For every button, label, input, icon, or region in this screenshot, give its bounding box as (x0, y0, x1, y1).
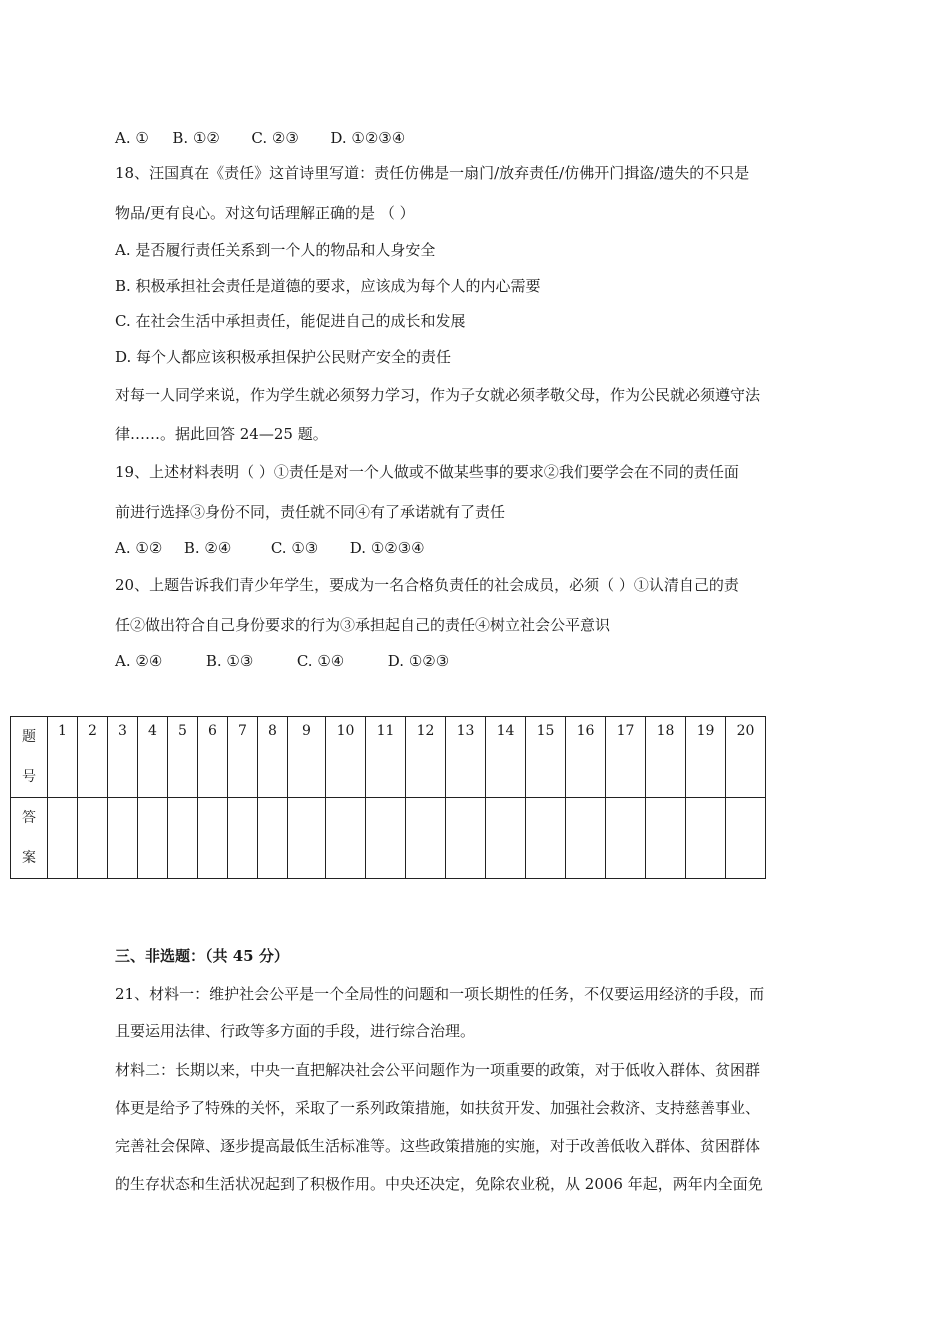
q19-option-a: A. ①② (115, 539, 163, 557)
q20-option-b: B. ①③ (205, 652, 254, 670)
q18-stem-line2: 物品/更有良心。对这句话理解正确的是 （ ） (115, 204, 415, 222)
question-number-cell: 16 (566, 717, 606, 798)
answer-cell[interactable] (406, 798, 446, 879)
q20-stem-line2: 任②做出符合自己身份要求的行为③承担起自己的责任④树立社会公平意识 (115, 616, 611, 634)
question-number-cell: 2 (78, 717, 108, 798)
question-number-cell: 13 (446, 717, 486, 798)
question-number-cell: 19 (686, 717, 726, 798)
q20-options (115, 651, 449, 671)
answer-cell[interactable] (198, 798, 228, 879)
q20-option-a: A. ②④ (115, 652, 163, 670)
question-number-cell: 6 (198, 717, 228, 798)
q19-stem-line1: 19、上述材料表明（ ）①责任是对一个人做或不做某些事的要求②我们要学会在不同的责任面 (115, 463, 739, 481)
question-number-cell: 1 (48, 717, 78, 798)
question-number-cell: 17 (606, 717, 646, 798)
answer-cell[interactable] (168, 798, 198, 879)
answer-cell[interactable] (486, 798, 526, 879)
question-number-cell: 3 (108, 717, 138, 798)
q21-material2-line1: 材料二：长期以来，中央一直把解决社会公平问题作为一项重要的政策，对于低收入群体、贫困群 (115, 1061, 761, 1079)
q18-option-d: D. 每个人都应该积极承担保护公民财产安全的责任 (115, 348, 452, 366)
q21-material2-line3: 完善社会保障、逐步提高最低生活标准等。这些政策措施的实施，对于改善低收入群体、贫困群体 (115, 1137, 761, 1155)
q21-material1-line1: 21、材料一：维护社会公平是一个全局性的问题和一项长期性的任务，不仅要运用经济的手段，而 (115, 985, 765, 1003)
answer-cell[interactable] (526, 798, 566, 879)
question-number-cell: 8 (258, 717, 288, 798)
q21-material2-line2: 体更是给予了特殊的关怀，采取了一系列政策措施，如扶贫开发、加强社会救济、支持慈善事业、 (115, 1099, 761, 1117)
answer-cell[interactable] (366, 798, 406, 879)
answer-cell[interactable] (288, 798, 326, 879)
answer-cell[interactable] (228, 798, 258, 879)
question-number-cell: 12 (406, 717, 446, 798)
answer-cell[interactable] (446, 798, 486, 879)
row-label-answer: 答案 (11, 798, 48, 879)
q19-option-c: C. ①③ (270, 539, 319, 557)
q21-material2-line4: 的生存状态和生活状况起到了积极作用。中央还决定，免除农业税，从 2006 年起，两年内全面免 (115, 1175, 763, 1193)
q17-option-c: C. ②③ (251, 129, 299, 147)
row-label-question-number: 题号 (11, 717, 48, 798)
material-line2: 律……。据此回答 24—25 题。 (115, 425, 328, 443)
answer-cell[interactable] (78, 798, 108, 879)
q20-option-d: D. ①②③ (387, 652, 450, 670)
material-line1: 对每一人同学来说，作为学生就必须努力学习，作为子女就必须孝敬父母，作为公民就必须遵守法 (115, 386, 761, 404)
answer-cell[interactable] (606, 798, 646, 879)
answer-table-answer-row (11, 798, 766, 879)
question-number-cell: 15 (526, 717, 566, 798)
q18-stem-line1: 18、汪国真在《责任》这首诗里写道：责任仿佛是一扇门/放弃责任/仿佛开门揖盗/遗失的不只是 (115, 164, 750, 182)
question-number-cell: 18 (646, 717, 686, 798)
q17-options (115, 128, 405, 148)
answer-cell[interactable] (646, 798, 686, 879)
q19-stem-line2: 前进行选择③身份不同，责任就不同④有了承诺就有了责任 (115, 503, 506, 521)
question-number-cell: 7 (228, 717, 258, 798)
answer-cell[interactable] (726, 798, 766, 879)
answer-cell[interactable] (48, 798, 78, 879)
q18-option-a: A. 是否履行责任关系到一个人的物品和人身安全 (115, 241, 436, 259)
q19-option-b: B. ②④ (183, 539, 232, 557)
question-number-cell: 20 (726, 717, 766, 798)
answer-cell[interactable] (686, 798, 726, 879)
answer-cell[interactable] (566, 798, 606, 879)
answer-cell[interactable] (326, 798, 366, 879)
answer-cell[interactable] (258, 798, 288, 879)
question-number-cell: 4 (138, 717, 168, 798)
q17-option-a: A. ① (115, 129, 149, 147)
question-number-cell: 14 (486, 717, 526, 798)
question-number-cell: 9 (288, 717, 326, 798)
q19-option-d: D. ①②③④ (349, 539, 425, 557)
answer-table (10, 716, 766, 879)
q19-options (115, 538, 425, 558)
q20-option-c: C. ①④ (296, 652, 345, 670)
q17-option-d: D. ①②③④ (330, 129, 406, 147)
q17-option-b: B. ①② (172, 129, 220, 147)
q18-option-b: B. 积极承担社会责任是道德的要求，应该成为每个人的内心需要 (115, 277, 541, 295)
section3-title: 三、非选题：（共 45 分） (115, 947, 289, 965)
answer-cell[interactable] (138, 798, 168, 879)
answer-cell[interactable] (108, 798, 138, 879)
q21-material1-line2: 且要运用法律、行政等多方面的手段，进行综合治理。 (115, 1022, 476, 1040)
q18-option-c: C. 在社会生活中承担责任，能促进自己的成长和发展 (115, 312, 466, 330)
answer-table-number-row (11, 717, 766, 798)
question-number-cell: 10 (326, 717, 366, 798)
question-number-cell: 5 (168, 717, 198, 798)
q20-stem-line1: 20、上题告诉我们青少年学生，要成为一名合格负责任的社会成员，必须（ ）①认清自己的责 (115, 576, 739, 594)
question-number-cell: 11 (366, 717, 406, 798)
